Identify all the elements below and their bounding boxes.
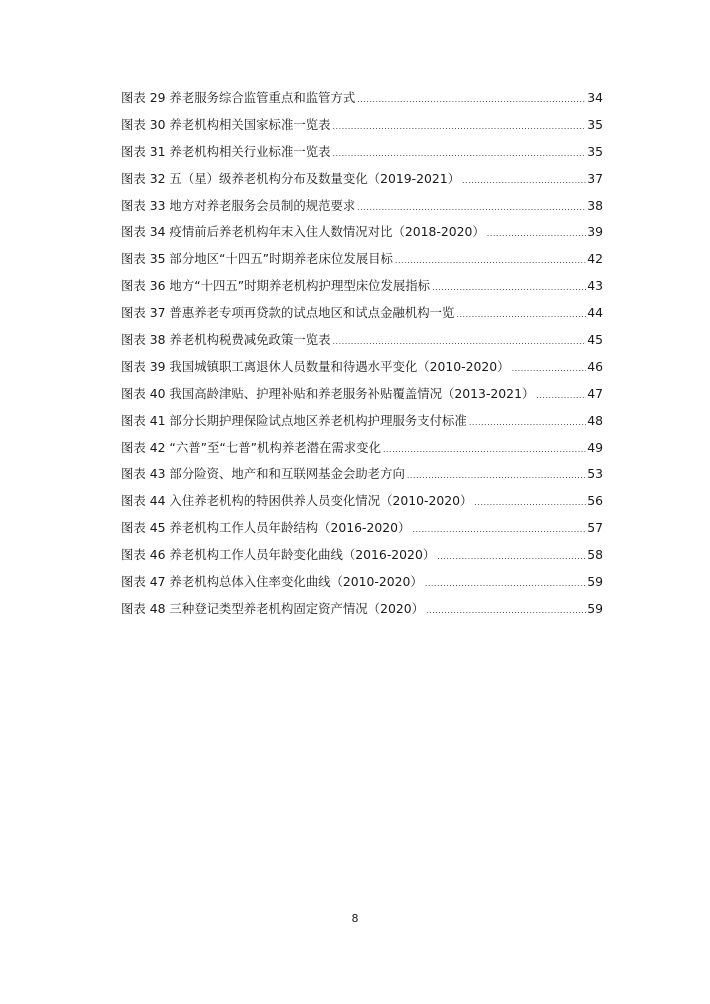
toc-entry-page: 37 (587, 170, 603, 186)
toc-entry-label: 图表 37 普惠养老专项再贷款的试点地区和试点金融机构一览 (121, 305, 455, 321)
toc-leader-dots (487, 229, 586, 238)
toc-leader-dots (512, 364, 587, 373)
toc-entry-page: 35 (587, 116, 603, 132)
toc-entry[interactable] (121, 518, 603, 545)
toc-entry-label: 图表 45 养老机构工作人员年龄结构（2016-2020） (121, 520, 411, 536)
toc-entry[interactable] (121, 115, 603, 142)
toc-entry-page: 38 (587, 197, 603, 213)
toc-entry[interactable] (121, 411, 603, 438)
toc-leader-dots (357, 95, 586, 104)
toc-entry-label: 图表 42 “六普”至“七普”机构养老潜在需求变化 (121, 439, 381, 455)
toc-entry[interactable] (121, 545, 603, 572)
toc-leader-dots (474, 498, 586, 507)
toc-entry-page: 57 (587, 520, 603, 536)
toc-entry[interactable] (121, 357, 603, 384)
toc-entry-label: 图表 31 养老机构相关行业标准一览表 (121, 143, 331, 159)
toc-entry[interactable] (121, 88, 603, 115)
toc-entry-page: 34 (587, 90, 603, 105)
toc-entry[interactable] (121, 330, 603, 357)
toc-entry[interactable] (121, 464, 603, 491)
toc-entry[interactable] (121, 222, 603, 249)
toc-entry-label: 图表 39 我国城镇职工离退休人员数量和待遇水平变化（2010-2020） (121, 358, 510, 374)
toc-entry[interactable] (121, 599, 603, 626)
toc-entry[interactable] (121, 572, 603, 599)
toc-entry[interactable] (121, 276, 603, 303)
toc-entry-page: 47 (587, 385, 603, 401)
toc-entry-label: 图表 46 养老机构工作人员年龄变化曲线（2016-2020） (121, 547, 436, 563)
toc-leader-dots (469, 418, 586, 427)
toc-entry[interactable] (121, 196, 603, 223)
toc-entry-label: 图表 35 部分地区“十四五”时期养老床位发展目标 (121, 251, 393, 267)
toc-entry-page: 58 (587, 547, 603, 563)
toc-entry-page: 59 (587, 574, 603, 590)
toc-leader-dots (357, 203, 586, 212)
toc-entry[interactable] (121, 249, 603, 276)
toc-leader-dots (333, 149, 587, 158)
table-of-figures (121, 88, 603, 626)
toc-leader-dots (395, 256, 586, 265)
toc-leader-dots (432, 283, 586, 292)
toc-entry-page: 45 (587, 332, 603, 348)
toc-entry-label: 图表 33 地方对养老服务会员制的规范要求 (121, 197, 356, 213)
toc-entry-label: 图表 44 入住养老机构的特困供养人员变化情况（2010-2020） (121, 493, 473, 509)
toc-leader-dots (425, 579, 586, 588)
toc-entry-page: 35 (587, 143, 603, 159)
toc-entry-page: 56 (587, 493, 603, 509)
toc-entry[interactable] (121, 303, 603, 330)
toc-entry-page: 53 (587, 466, 603, 482)
toc-leader-dots (412, 525, 586, 534)
toc-entry[interactable] (121, 142, 603, 169)
toc-entry-page: 44 (587, 305, 603, 321)
toc-leader-dots (407, 471, 586, 480)
toc-entry-label: 图表 29 养老服务综合监管重点和监管方式 (121, 90, 356, 105)
toc-entry-page: 49 (587, 439, 603, 455)
toc-entry-page: 39 (587, 224, 603, 240)
toc-entry-label: 图表 47 养老机构总体入住率变化曲线（2010-2020） (121, 574, 423, 590)
toc-entry-label: 图表 40 我国高龄津贴、护理补贴和养老服务补贴覆盖情况（2013-2021） (121, 385, 535, 401)
toc-entry-page: 48 (587, 412, 603, 428)
toc-entry-label: 图表 38 养老机构税费减免政策一览表 (121, 332, 331, 348)
toc-leader-dots (333, 337, 587, 346)
toc-leader-dots (426, 606, 586, 615)
toc-entry-label: 图表 43 部分险资、地产和和互联网基金会助老方向 (121, 466, 405, 482)
toc-entry[interactable] (121, 491, 603, 518)
toc-entry[interactable] (121, 169, 603, 196)
toc-entry-label: 图表 30 养老机构相关国家标准一览表 (121, 116, 331, 132)
toc-leader-dots (437, 552, 586, 561)
toc-entry-label: 图表 36 地方“十四五”时期养老机构护理型床位发展指标 (121, 278, 431, 294)
toc-leader-dots (456, 310, 586, 319)
toc-entry-page: 42 (587, 251, 603, 267)
toc-entry[interactable] (121, 384, 603, 411)
toc-entry-label: 图表 48 三种登记类型养老机构固定资产情况（2020） (121, 600, 424, 616)
toc-leader-dots (333, 122, 587, 131)
page-number: 8 (351, 912, 359, 925)
toc-entry[interactable] (121, 438, 603, 465)
toc-leader-dots (383, 445, 586, 454)
toc-entry-label: 图表 34 疫情前后养老机构年末入住人数情况对比（2018-2020） (121, 224, 485, 240)
toc-entry-page: 59 (587, 600, 603, 616)
toc-entry-label: 图表 32 五（星）级养老机构分布及数量变化（2019-2021） (121, 170, 460, 186)
toc-entry-page: 43 (587, 278, 603, 294)
toc-entry-label: 图表 41 部分长期护理保险试点地区养老机构护理服务支付标准 (121, 412, 467, 428)
toc-entry-page: 46 (587, 358, 603, 374)
toc-leader-dots (536, 391, 586, 400)
toc-leader-dots (462, 176, 586, 185)
